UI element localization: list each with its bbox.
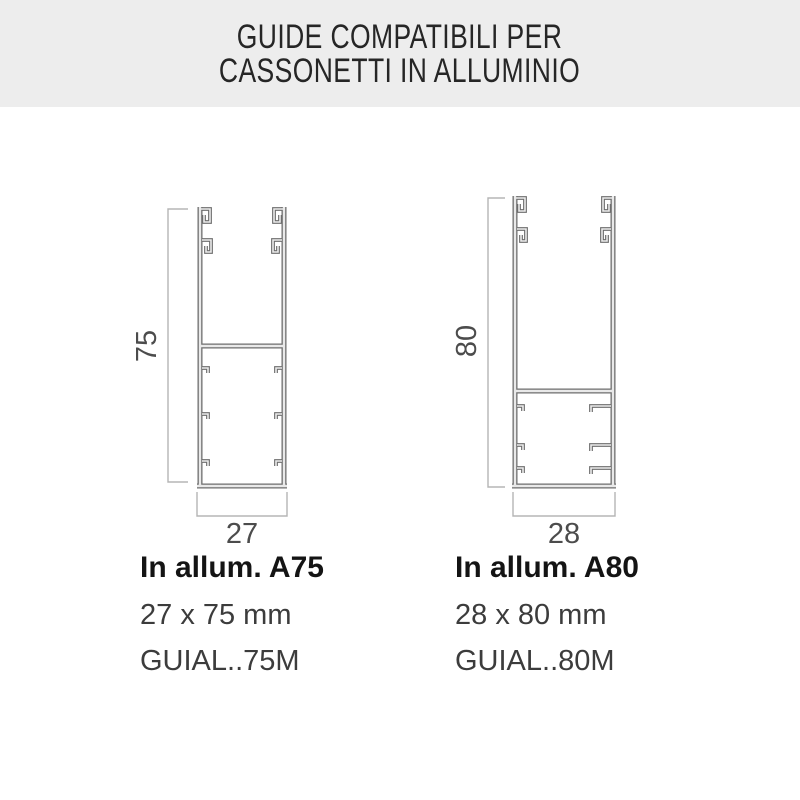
a75-height-dimension: 75 xyxy=(131,329,163,363)
a75-product-code: GUIAL..75M xyxy=(140,645,300,677)
a80-profile-cross-section-icon xyxy=(512,196,616,486)
a80-product-code: GUIAL..80M xyxy=(455,645,615,677)
a75-product-name: In allum. A75 xyxy=(140,551,324,584)
a80-height-dimension: 80 xyxy=(451,324,483,358)
a75-caption xyxy=(140,551,440,678)
a75-product-size: 27 x 75 mm xyxy=(140,599,292,631)
a80-width-dimension: 28 xyxy=(547,518,581,550)
a75-profile-cross-section-icon xyxy=(197,207,287,486)
a75-width-dimension: 27 xyxy=(225,518,259,550)
a80-caption xyxy=(455,551,755,678)
page-title-line1: GUIDE COMPATIBILI PER xyxy=(237,17,563,56)
page-title-line2: CASSONETTI IN ALLUMINIO xyxy=(219,51,581,90)
a80-product-size: 28 x 80 mm xyxy=(455,599,607,631)
a80-product-name: In allum. A80 xyxy=(455,551,639,584)
a75-dimension-brackets xyxy=(168,209,287,516)
